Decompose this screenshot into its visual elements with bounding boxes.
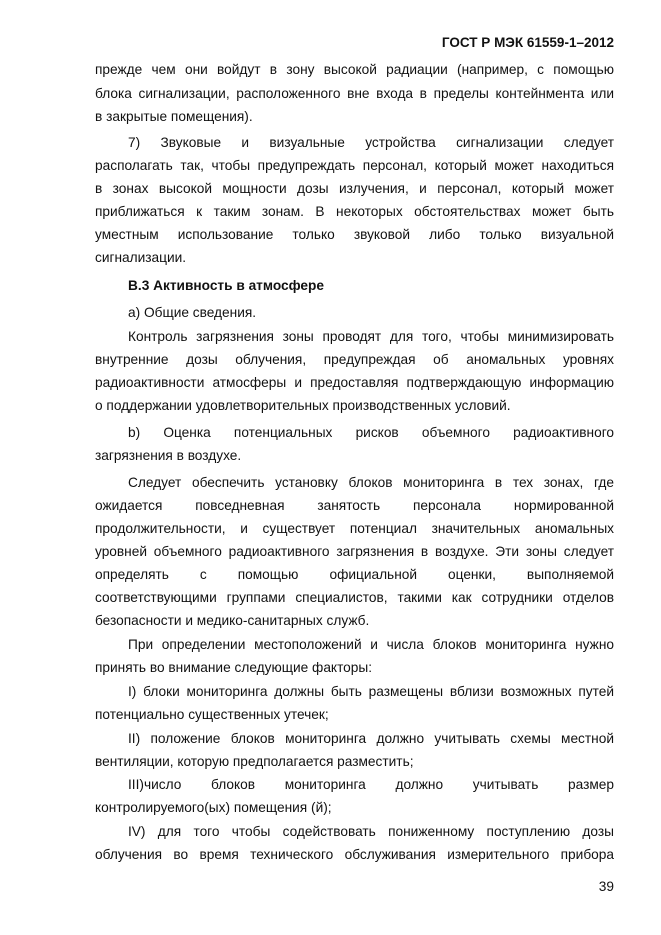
text-line: уместным использование только звуковой либо только визуальной [95,227,614,242]
text-line: блока сигнализации, расположенного вне входа в пределы контейнмента или [95,86,614,101]
page-number: 39 [598,879,614,894]
text-line: b) Оценка потенциальных рисков объемного радиоактивного [128,425,614,440]
list-item-line: I) блоки мониторинга должны быть размещены вблизи возможных путей [128,684,614,699]
text-line: Контроль загрязнения зоны проводят для того, чтобы минимизировать [128,329,614,344]
list-item-line: контролируемого(ых) помещения (й); [95,800,332,815]
text-line: о поддержании удовлетворительных производственных условий. [95,398,511,413]
text-line: приближаться к таким зонам. В некоторых обстоятельствах может быть [95,204,614,219]
section-heading: В.3 Активность в атмосфере [128,278,325,293]
list-item-line: вентиляции, которую предполагается разместить; [95,754,414,769]
list-item-line: II) положение блоков мониторинга должно учитывать схемы местной [128,731,614,746]
text-line: в закрытые помещения). [95,109,253,124]
text-line: безопасности и медико-санитарных служб. [95,613,370,628]
text-line: соответствующими группами специалистов, такими как сотрудники отделов [95,590,614,605]
text-line: При определении местоположений и числа блоков мониторинга нужно [128,637,614,652]
list-item-line: облучения во время технического обслуживания измерительного прибора [95,847,614,862]
text-line: сигнализации. [95,250,187,265]
text-line: а) Общие сведения. [128,305,257,320]
list-item-line: IV) для того чтобы содействовать пониженному поступлению дозы [128,824,614,839]
list-item-line: потенциально существенных утечек; [95,707,329,722]
text-line: уровней объемного радиоактивного загрязнения в воздухе. Эти зоны следует [95,544,614,559]
text-line: принять во внимание следующие факторы: [95,660,373,675]
text-line: радиоактивности атмосферы и предоставляя подтверждающую информацию [95,375,614,390]
text-line: ожидается повседневная занятость персонала нормированной [95,498,614,513]
text-line: Следует обеспечить установку блоков мониторинга в тех зонах, где [128,475,614,490]
text-line: располагать так, чтобы предупреждать персонал, который может находиться [95,158,614,173]
text-line: прежде чем они войдут в зону высокой радиации (например, с помощью [95,62,614,77]
text-line: определять с помощью официальной оценки, выполняемой [95,567,614,582]
text-line: внутренние дозы облучения, предупреждая об аномальных уровнях [95,352,614,367]
list-item-line: III)число блоков мониторинга должно учитывать размер [128,777,614,792]
text-line: 7) Звуковые и визуальные устройства сигнализации следует [128,135,614,150]
text-line: загрязнения в воздухе. [95,448,242,463]
document-header: ГОСТ Р МЭК 61559-1–2012 [441,35,614,50]
text-line: продолжительности, и существует потенциал значительных аномальных [95,521,614,536]
text-line: в зонах высокой мощности дозы излучения, и персонал, который может [95,181,614,196]
